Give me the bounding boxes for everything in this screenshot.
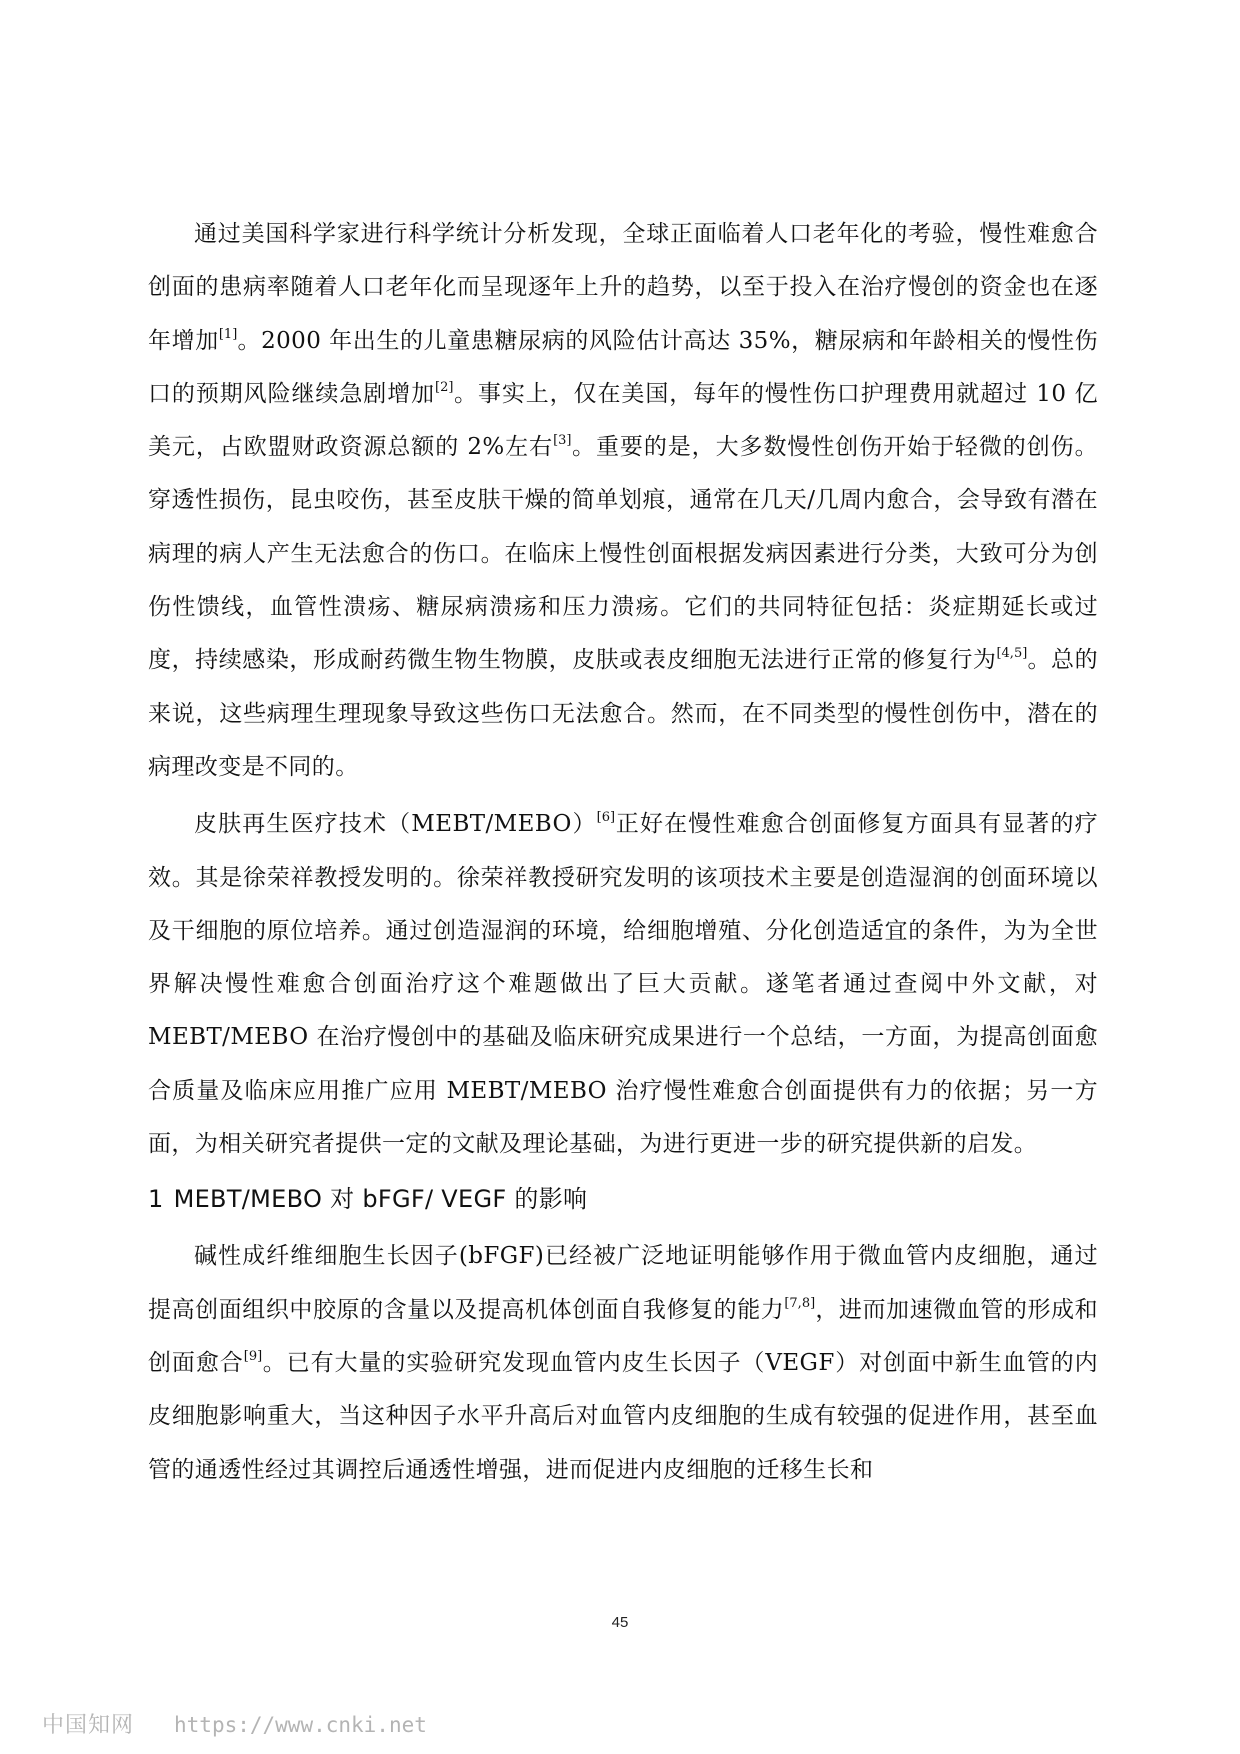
section-heading — [148, 1173, 1098, 1226]
paragraph-intro-1 — [148, 208, 1098, 794]
paragraph-text: 。2000 年出生的儿童患糖尿病的风险估计高达 35%，糖尿病和年龄相关的慢性伤口的预期风险继续急剧增加 — [148, 327, 1098, 407]
cnki-watermark — [42, 1708, 427, 1739]
citation-ref: [9] — [243, 1348, 263, 1364]
paragraph-section-1 — [148, 1230, 1098, 1496]
citation-ref: [6] — [596, 810, 616, 826]
watermark-brand: 中国知网 — [42, 1713, 135, 1738]
paragraph-text: 。事实上，仅在美国，每年的慢性伤口护理费用就超过 10 亿美元，占欧盟财政资源总额的 2%左右 — [148, 380, 1098, 461]
paragraph-text: 。重要的是，大多数慢性创伤开始于轻微的创伤。穿透性损伤，昆虫咬伤，甚至皮肤干燥的简单划痕，通常在几天/几周内愈合，会导致有潜在病理的病人产生无法愈合的伤口。在临床上慢性创面根据发病因素进行分类，大致可分为创伤性馈线，血管性溃疡、糖尿病溃疡和压力溃疡。它们的共同特征包括：炎症期延长或过度，持续感染，形成耐药微生物生物膜，皮肤或表皮细胞无法进行正常的修复行为 — [148, 434, 1098, 674]
body-text — [148, 208, 1098, 1497]
paragraph-text: 。已有大量的实验研究发现血管内皮生长因子（VEGF）对创面中新生血管的内皮细胞影响重大，当这种因子水平升高后对血管内皮细胞的生成有较强的促进作用，甚至血管的通透性经过其调控后通透性增强，进而促进内皮细胞的迁移生长和 — [148, 1349, 1098, 1483]
paragraph-text: 碱性成纤维细胞生长因子(bFGF)已经被广泛地证明能够作用于微血管内皮细胞，通过提高创面组织中胶原的含量以及提高机体创面自我修复的能力 — [148, 1243, 1098, 1323]
citation-ref: [7,8] — [784, 1295, 816, 1311]
page-number: 45 — [611, 1614, 629, 1631]
watermark-url: https://www.cnki.net — [174, 1713, 427, 1737]
section-number: 1 — [148, 1185, 164, 1214]
citation-ref: [2] — [435, 379, 454, 395]
citation-ref: [3] — [553, 433, 572, 449]
paragraph-intro-2 — [148, 798, 1098, 1171]
paragraph-text: 通过美国科学家进行科学统计分析发现，全球正面临着人口老年化的考验，慢性难愈合创面的患病率随着人口老年化而呈现逐年上升的趋势，以至于投入在治疗慢创的资金也在逐年增加 — [148, 221, 1098, 354]
paragraph-text: 。总的来说，这些病理生理现象导致这些伤口无法愈合。然而，在不同类型的慢性创伤中，潜在的病理改变是不同的。 — [148, 647, 1099, 780]
section-title: MEBT/MEBO 对 bFGF/ VEGF 的影响 — [173, 1185, 588, 1214]
paragraph-text: 正好在慢性难愈合创面修复方面具有显著的疗效。其是徐荣祥教授发明的。徐荣祥教授研究发明的该项技术主要是创造湿润的创面环境以及干细胞的原位培养。通过创造湿润的环境，给细胞增殖、分化创造适宜的条件，为为全世界解决慢性难愈合创面治疗这个难题做出了巨大贡献。遂笔者通过查阅中外文献，对 MEBT/MEBO 在治疗慢创中的基础及临床研究成果进行一个总结，一方面，为提高创面愈合质量及临床应用推广应用 MEBT/MEBO 治疗慢性难愈合创面提供有力的依据；另一方面，为相关研究者提供一定的文献及理论基础，为进行更进一步的研究提供新的启发。 — [148, 811, 1098, 1158]
paragraph-text: 皮肤再生医疗技术（MEBT/MEBO） — [194, 811, 597, 838]
citation-ref: [4,5] — [996, 646, 1028, 662]
paragraph-text: ，进而加速微血管的形成和创面愈合 — [148, 1296, 1098, 1376]
citation-ref: [1] — [218, 326, 238, 342]
